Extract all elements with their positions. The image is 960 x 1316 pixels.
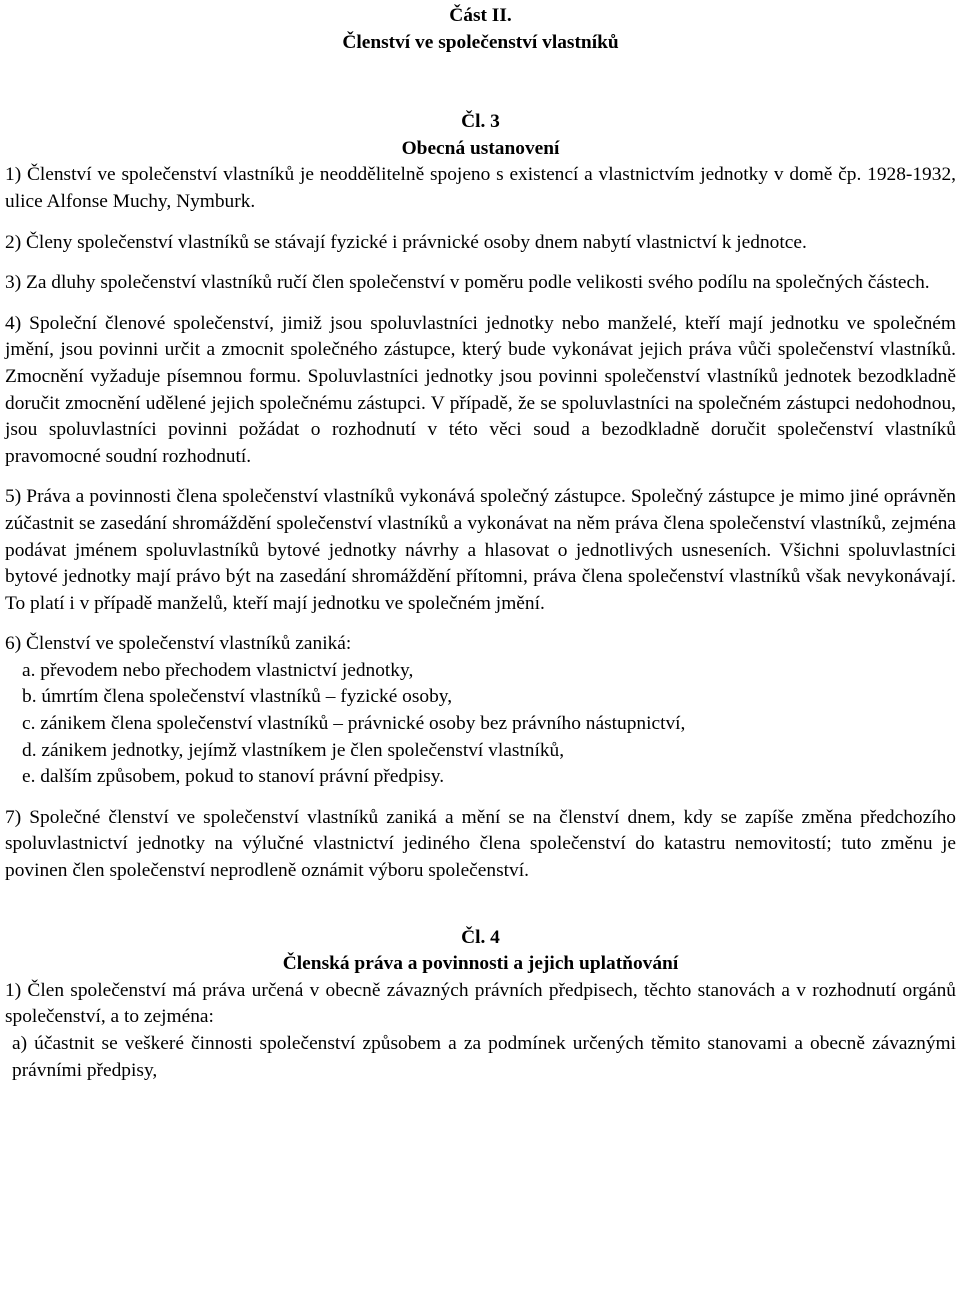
part-label: Část II. (449, 5, 512, 26)
article-3-paragraph-1: 1) Členství ve společenství vlastníků je neoddělitelně spojeno s existencí a vlastnictvím jednotky v domě čp. 1928-1932, ulice Alfonse Muchy, Nymburk. (5, 164, 956, 212)
article-4-title: Členská práva a povinnosti a jejich uplatňování (282, 953, 679, 975)
list-item: a. převodem nebo přechodem vlastnictví jednotky, (22, 659, 414, 681)
article-3-label: Čl. 3 (461, 111, 500, 133)
article-3-paragraph-7: 7) Společné členství ve společenství vlastníků zaniká a mění se na členství dnem, kdy se zapíše změna předchozího spoluvlastnictví jednotky na výlučné vlastnictví jediného člena společenství do katastru nemovitostí; tuto změnu je povinen člen společenství neprodleně oznámit výboru společenství. (5, 806, 956, 882)
article-3-paragraph-5: 5) Práva a povinnosti člena společenství vlastníků vykonává společný zástupce. Společný zástupce je mimo jiné oprávněn zúčastnit se zasedání shromáždění společenství vlastníků a vykonávat na něm práva člena společenství vlastníků, zejména podávat jménem spoluvlastníků bytové jednotky návrhy a hlasovat o jednotlivých usneseních. Všichni spoluvlastníci bytové jednotky mají právo být na zasedání shromáždění přítomni, práva člena společenství vlastníků však nevykonávají. To platí i v případě manželů, kteří mají jednotku ve společném jmění. (5, 486, 956, 614)
article-3-paragraph-4: 4) Společní členové společenství, jimiž jsou spoluvlastníci jednotky nebo manželé, kteří mají jednotku ve společném jmění, jsou povinni určit a zmocnit společného zástupce, který bude vykonávat jejich práva vůči společenství vlastníků. Zmocnění vyžaduje písemnou formu. Spoluvlastníci jednotky jsou povinni společenství vlastníků jednotek bezodkladně doručit zmocnění udělené jejich společnému zástupci. V případě, že se spoluvlastníci na společném zástupci nedohodnou, jsou spoluvlastníci povinni požádat o rozhodnutí v této věci soud a bezodkladně doručit společenství vlastníků pravomocné soudní rozhodnutí. (5, 312, 956, 467)
article-3-paragraph-6-intro: 6) Členství ve společenství vlastníků zaniká: (5, 633, 352, 655)
article-3-paragraph-2: 2) Členy společenství vlastníků se stávají fyzické i právnické osoby dnem nabytí vlastnictví k jednotce. (5, 231, 807, 253)
termination-list (5, 658, 956, 791)
document-page (5, 3, 956, 1084)
article-3-paragraph-3: 3) Za dluhy společenství vlastníků ručí člen společenství v poměru podle velikosti svého podílu na společných částech. (5, 272, 930, 294)
article-4-paragraph-1: 1) Člen společenství má práva určená v obecně závazných právních předpisech, těchto stanovách a v rozhodnutí orgánů společenství, a to zejména: (5, 979, 956, 1028)
part-title: Členství ve společenství vlastníků (342, 31, 619, 53)
list-item: d. zánikem jednotky, jejímž vlastníkem je člen společenství vlastníků, (22, 739, 565, 761)
article-4-list-item-a: a) účastnit se veškeré činnosti společenství způsobem a za podmínek určených těmito stanovami a obecně závaznými právními předpisy, (12, 1033, 956, 1081)
list-item: c. zánikem člena společenství vlastníků – právnické osoby bez právního nástupnictví, (22, 713, 686, 735)
article-3-title: Obecná ustanovení (401, 137, 560, 159)
list-item: b. úmrtím člena společenství vlastníků – fyzické osoby, (22, 686, 453, 708)
article-4-label: Čl. 4 (461, 926, 500, 948)
list-item: e. dalším způsobem, pokud to stanoví právní předpisy. (22, 766, 445, 788)
